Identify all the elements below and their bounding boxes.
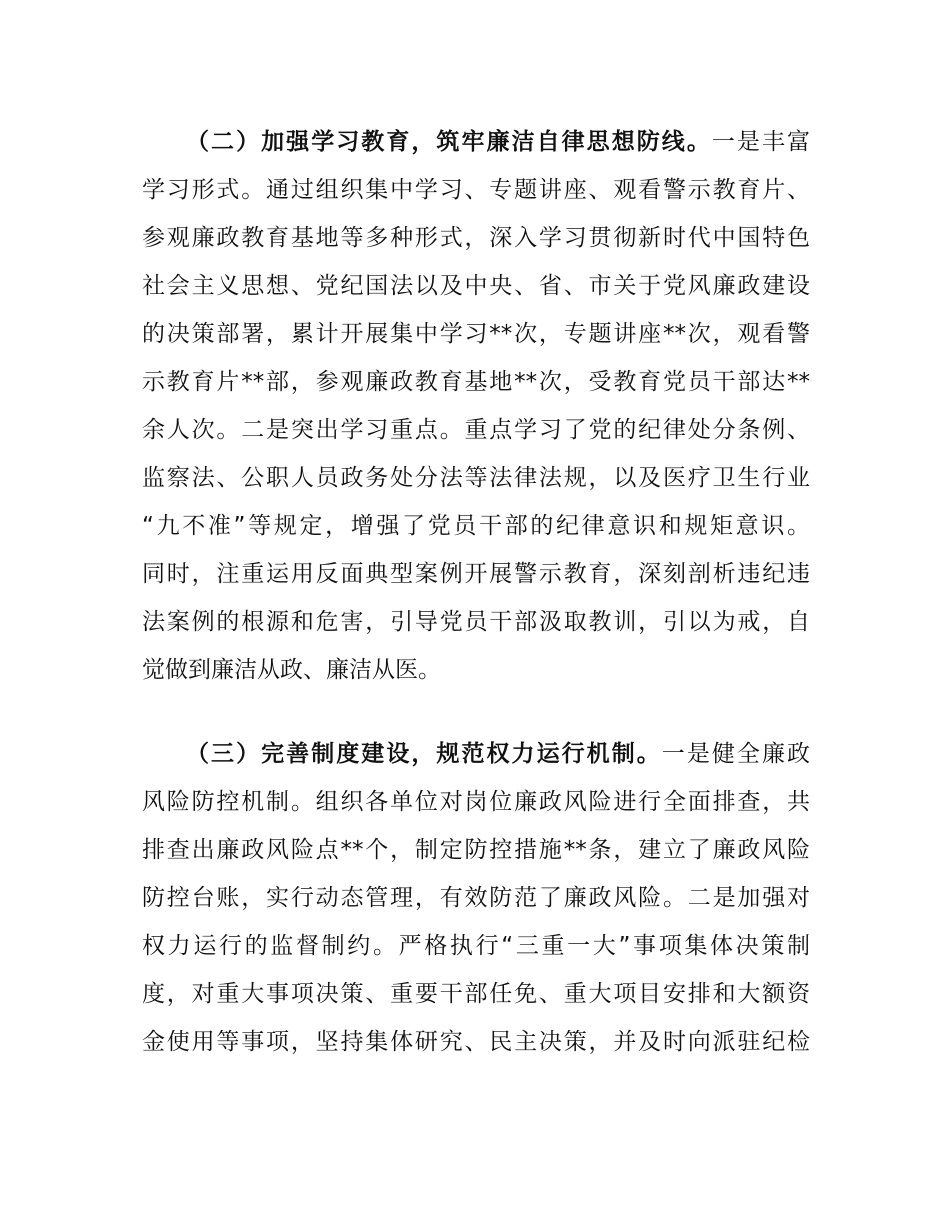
- paragraph-line: 金使用等事项，坚持集体研究、民主决策，并及时向派驻纪检: [142, 1029, 810, 1055]
- paragraph-line: 的决策部署，累计开展集中学习**次，专题讲座**次，观看警: [142, 321, 810, 347]
- paragraph-text: 一是健全廉政: [661, 741, 811, 767]
- paragraph-line: 觉做到廉洁从政、廉洁从医。: [142, 657, 441, 683]
- paragraph-line: [142, 730, 810, 778]
- paragraph-learning-education: [142, 118, 810, 694]
- paragraph-line: [142, 118, 810, 166]
- paragraph-line: 余人次。二是突出学习重点。重点学习了党的纪律处分条例、: [142, 417, 810, 443]
- paragraph-line: 法案例的根源和危害，引导党员干部汲取教训，引以为戒，自: [142, 609, 810, 635]
- paragraph-heading: （三）完善制度建设，规范权力运行机制。: [186, 741, 662, 767]
- paragraph-line: 参观廉政教育基地等多种形式，深入学习贯彻新时代中国特色: [142, 225, 810, 251]
- paragraph-heading: （二）加强学习教育，筑牢廉洁自律思想防线。: [186, 129, 712, 155]
- paragraph-line: 学习形式。通过组织集中学习、专题讲座、观看警示教育片、: [142, 177, 810, 203]
- paragraph-line: 防控台账，实行动态管理，有效防范了廉政风险。二是加强对: [142, 885, 810, 911]
- paragraph-line: 监察法、公职人员政务处分法等法律法规，以及医疗卫生行业: [142, 465, 810, 491]
- paragraph-line: 社会主义思想、党纪国法以及中央、省、市关于党风廉政建设: [142, 273, 810, 299]
- paragraph-line: 度，对重大事项决策、重要干部任免、重大项目安排和大额资: [142, 981, 810, 1007]
- paragraph-line: “九不准”等规定，增强了党员干部的纪律意识和规矩意识。: [142, 513, 810, 539]
- paragraph-line: 同时，注重运用反面典型案例开展警示教育，深刻剖析违纪违: [142, 561, 810, 587]
- paragraph-text: 一是丰富: [711, 129, 811, 155]
- paragraph-system-building: [142, 730, 810, 1066]
- paragraph-line: 排查出廉政风险点**个，制定防控措施**条，建立了廉政风险: [142, 837, 810, 863]
- paragraph-line: 权力运行的监督制约。严格执行“三重一大”事项集体决策制: [142, 933, 810, 959]
- paragraph-line: 示教育片**部，参观廉政教育基地**次，受教育党员干部达**: [142, 369, 810, 395]
- paragraph-line: 风险防控机制。组织各单位对岗位廉政风险进行全面排查，共: [142, 789, 810, 815]
